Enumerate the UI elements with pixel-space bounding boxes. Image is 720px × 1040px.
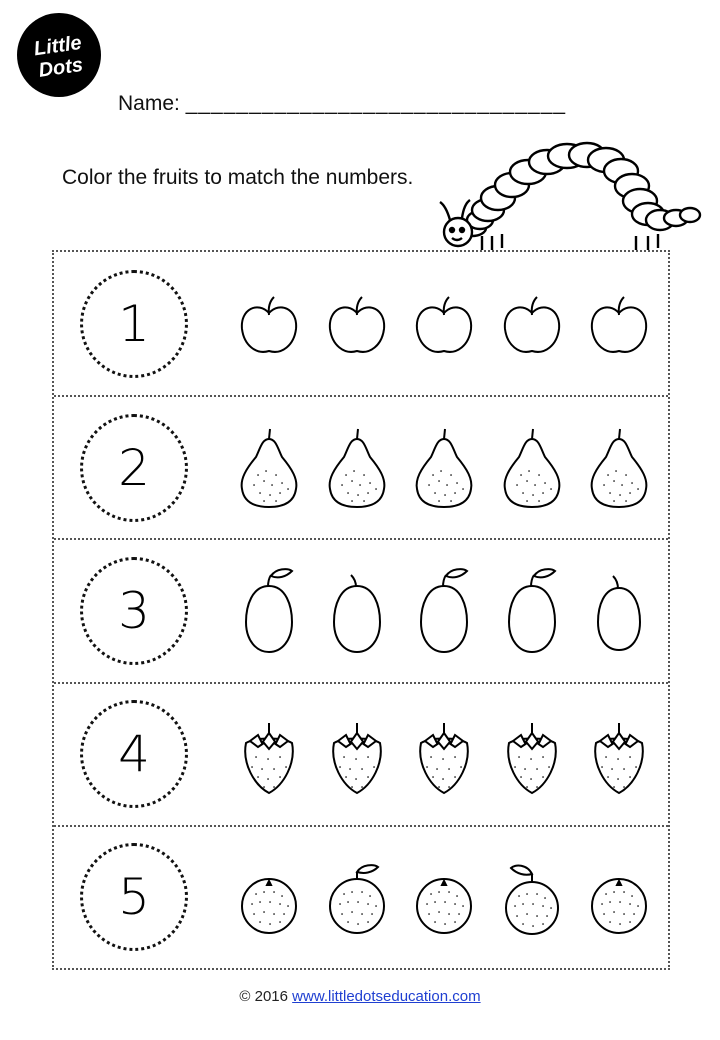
plum-icon[interactable] (322, 566, 392, 656)
fruit-row (234, 397, 654, 538)
plum-icon[interactable] (584, 566, 654, 656)
number-label: 3 (118, 581, 150, 640)
plum-icon[interactable] (409, 566, 479, 656)
name-field[interactable] (118, 92, 566, 116)
orange-icon[interactable] (497, 852, 567, 942)
name-blank: ______________________________ (185, 92, 567, 115)
orange-icon[interactable] (409, 852, 479, 942)
number-circle (80, 700, 188, 808)
fruit-row (234, 252, 654, 395)
number-label: 4 (118, 725, 150, 784)
apple-icon[interactable] (322, 279, 392, 369)
number-label: 5 (118, 868, 150, 927)
website-link[interactable]: www.littledotseducation.com (292, 988, 481, 1005)
pear-icon[interactable] (584, 423, 654, 513)
row-3 (54, 538, 668, 681)
row-4 (54, 682, 668, 825)
caterpillar-icon (436, 136, 706, 254)
footer (0, 988, 720, 1005)
number-circle (80, 270, 188, 378)
pear-icon[interactable] (234, 423, 304, 513)
copyright-text: © 2016 (239, 988, 288, 1005)
strawberry-icon[interactable] (497, 709, 567, 799)
logo-line2: Dots (37, 53, 85, 82)
strawberry-icon[interactable] (322, 709, 392, 799)
strawberry-icon[interactable] (584, 709, 654, 799)
pear-icon[interactable] (497, 423, 567, 513)
counting-grid (52, 250, 670, 970)
number-label: 1 (118, 294, 150, 353)
pear-icon[interactable] (409, 423, 479, 513)
orange-icon[interactable] (234, 852, 304, 942)
instruction-text: Color the fruits to match the numbers. (62, 166, 414, 189)
row-2 (54, 395, 668, 538)
apple-icon[interactable] (234, 279, 304, 369)
fruit-row (234, 827, 654, 968)
plum-icon[interactable] (234, 566, 304, 656)
apple-icon[interactable] (497, 279, 567, 369)
number-circle (80, 557, 188, 665)
pear-icon[interactable] (322, 423, 392, 513)
number-label: 2 (118, 438, 150, 497)
number-circle (80, 414, 188, 522)
name-label: Name: (118, 92, 180, 115)
strawberry-icon[interactable] (234, 709, 304, 799)
strawberry-icon[interactable] (409, 709, 479, 799)
orange-icon[interactable] (322, 852, 392, 942)
orange-icon[interactable] (584, 852, 654, 942)
logo-line1: Little (32, 31, 83, 61)
plum-icon[interactable] (497, 566, 567, 656)
row-5 (54, 825, 668, 968)
apple-icon[interactable] (409, 279, 479, 369)
number-circle (80, 843, 188, 951)
fruit-row (234, 540, 654, 681)
fruit-row (234, 684, 654, 825)
apple-icon[interactable] (584, 279, 654, 369)
little-dots-logo (16, 12, 102, 98)
row-1 (54, 252, 668, 395)
